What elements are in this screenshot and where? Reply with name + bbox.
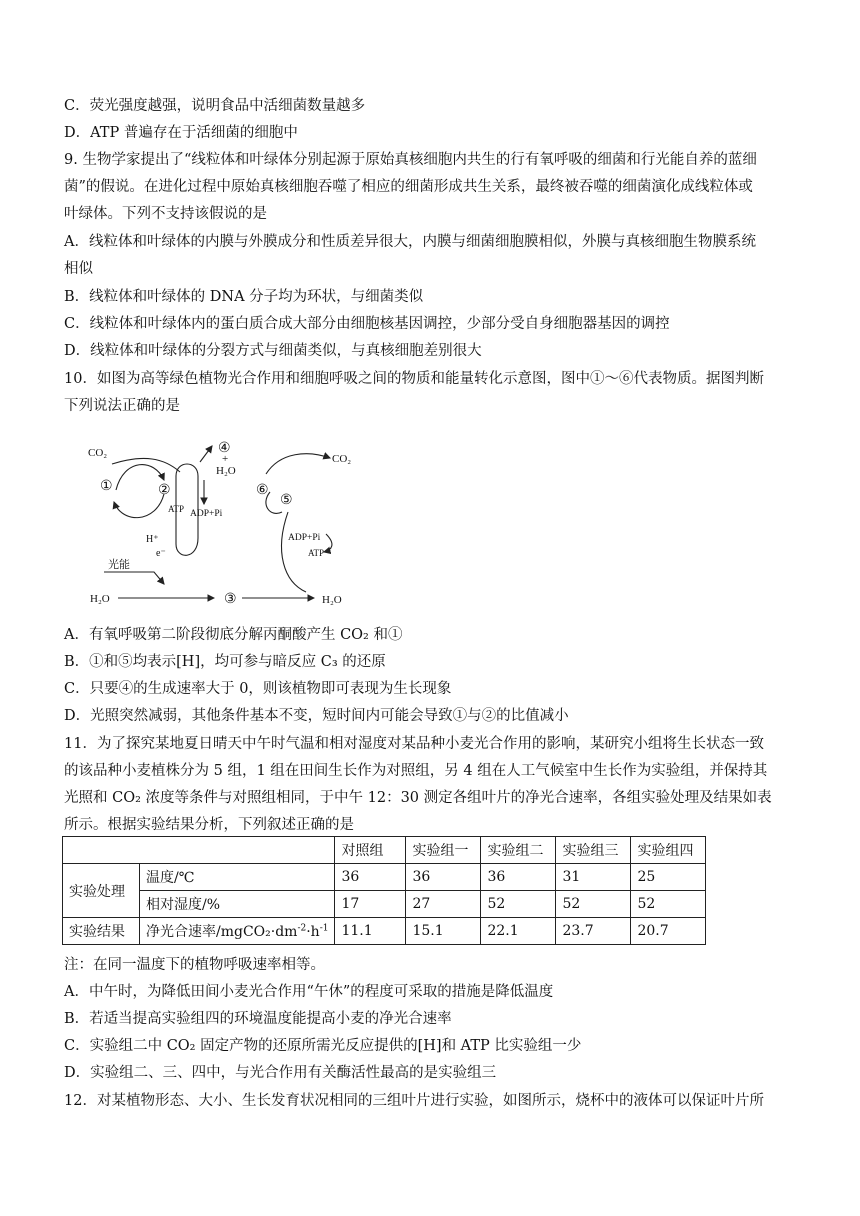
diagram-label-4: ④: [218, 441, 231, 456]
table-group-label: 实验结果: [63, 918, 140, 945]
diagram-plus: +: [222, 453, 229, 465]
q11-option-b: B．若适当提高实验组四的环境温度能提高小麦的净光合速率: [64, 1011, 452, 1027]
diagram-co2-right: CO₂: [332, 453, 352, 465]
table-header-cell: 实验组一: [406, 837, 481, 864]
diagram-adp-right: ADP+Pi: [288, 533, 321, 543]
table-header-cell: 实验组四: [631, 837, 706, 864]
table-row: [63, 891, 706, 918]
respiration-arc: [266, 454, 330, 474]
photosynthesis-respiration-diagram: [84, 432, 374, 614]
table-cell: 22.1: [481, 918, 556, 945]
q9-option-c: C．线粒体和叶绿体内的蛋白质合成大部分由细胞核基因调控，少部分受自身细胞器基因的调控: [64, 316, 670, 332]
diagram-atp-right: ATP: [308, 548, 325, 558]
q11-stem-line3: 光照和 CO₂ 浓度等条件与对照组相同，于中午 12：30 测定各组叶片的净光合速率，各组实验处理及结果如表: [64, 790, 772, 806]
diagram-h2o-top: H₂O: [216, 465, 236, 477]
table-row: [63, 864, 706, 891]
table-cell: 52: [556, 891, 631, 918]
table-cell: 25: [631, 864, 706, 891]
table-corner-cell: [63, 837, 335, 864]
q11-option-c: C．实验组二中 CO₂ 固定产物的还原所需光反应提供的[H]和 ATP 比实验组一少: [64, 1038, 582, 1054]
table-cell: 23.7: [556, 918, 631, 945]
five-to-three-arrow: [282, 512, 306, 592]
table-header-cell: 实验组三: [556, 837, 631, 864]
table-cell: 36: [481, 864, 556, 891]
atp-right-arrow: [324, 534, 332, 552]
diagram-light-energy: 光能: [108, 559, 130, 571]
q11-note: 注：在同一温度下的植物呼吸速率相等。: [64, 957, 325, 973]
q10-option-a: A．有氧呼吸第二阶段彻底分解丙酮酸产生 CO₂ 和①: [64, 627, 403, 643]
diagram-adp-left: ADP+Pi: [190, 509, 223, 519]
table-cell: 11.1: [335, 918, 406, 945]
q9-stem-line3: 叶绿体。下列不支持该假说的是: [64, 206, 267, 222]
experiment-table: [62, 836, 706, 945]
calvin-cycle-arc-top: [116, 465, 164, 490]
q9-stem-line2: 菌”的假说。在进化过程中原始真核细胞吞噬了相应的细菌形成共生关系，最终被吞噬的细菌演化成线粒体或: [64, 179, 753, 195]
q8-option-c: C．荧光强度越强，说明食品中活细菌数量越多: [64, 98, 366, 114]
q9-stem-line1: 9. 生物学家提出了“线粒体和叶绿体分别起源于原始真核细胞内共生的行有氧呼吸的细菌和行光能自养的蓝细: [64, 152, 757, 168]
calvin-cycle-arc-bottom: [114, 494, 164, 518]
table-cell: 17: [335, 891, 406, 918]
diagram-label-1: ①: [100, 479, 113, 494]
diagram-atp-left: ATP: [168, 504, 185, 514]
diagram-e-minus: e⁻: [156, 548, 166, 559]
table-cell: 27: [406, 891, 481, 918]
q11-stem-line2: 的该品种小麦植株分为 5 组，1 组在田间生长作为对照组，另 4 组在人工气候室中生长作为实验组，并保持其: [64, 763, 768, 779]
q10-option-b: B．①和⑤均表示[H]，均可参与暗反应 C₃ 的还原: [64, 654, 386, 670]
q9-option-d: D．线粒体和叶绿体的分裂方式与细菌类似，与真核细胞差别很大: [64, 343, 482, 359]
q10-option-c: C．只要④的生成速率大于 0，则该植物即可表现为生长现象: [64, 681, 452, 697]
diagram-h2o-right: H₂O: [322, 594, 342, 606]
table-row-label: 相对湿度/%: [140, 891, 335, 918]
q10-stem-line1: 10．如图为高等绿色植物光合作用和细胞呼吸之间的物质和能量转化示意图，图中①～⑥代表物质。据图判断: [64, 371, 764, 387]
o2-arrow-out: [200, 446, 212, 462]
rate-label-main: 净光合速率/mgCO₂·dm: [146, 924, 298, 940]
q9-option-b: B．线粒体和叶绿体的 DNA 分子均为环状，与细菌类似: [64, 289, 424, 305]
diagram-label-3: ③: [224, 592, 237, 607]
q12-stem-line1: 12．对某植物形态、大小、生长发育状况相同的三组叶片进行实验，如图所示，烧杯中的液体可以保证叶片所: [64, 1093, 764, 1109]
light-arrow: [104, 572, 164, 584]
q11-stem-line1: 11．为了探究某地夏日晴天中午时气温和相对湿度对某品种小麦光合作用的影响，某研究小组将生长状态一致: [64, 736, 764, 752]
diagram-h-plus: H⁺: [146, 534, 159, 545]
q11-stem-line4: 所示。根据实验结果分析，下列叙述正确的是: [64, 817, 354, 833]
table-row: [63, 918, 706, 945]
table-cell: 20.7: [631, 918, 706, 945]
q10-stem-line2: 下列说法正确的是: [64, 398, 180, 414]
table-header-cell: 对照组: [335, 837, 406, 864]
q8-option-d: D．ATP 普遍存在于活细菌的细胞中: [64, 125, 298, 141]
diagram-label-6: ⑥: [256, 483, 269, 498]
rate-label-sup2: -1: [319, 923, 329, 934]
table-cell: 36: [335, 864, 406, 891]
q10-option-d: D．光照突然减弱，其他条件基本不变，短时间内可能会导致①与②的比值减小: [64, 708, 569, 724]
table-cell: 31: [556, 864, 631, 891]
q9-option-a-line1: A．线粒体和叶绿体的内膜与外膜成分和性质差异很大，内膜与细菌细胞膜相似，外膜与真核细胞生物膜系统: [64, 234, 756, 250]
q11-option-d: D．实验组二、三、四中，与光合作用有关酶活性最高的是实验组三: [64, 1065, 497, 1081]
table-cell: 15.1: [406, 918, 481, 945]
table-cell: 36: [406, 864, 481, 891]
diagram-label-2: ②: [158, 483, 171, 498]
table-cell: 52: [481, 891, 556, 918]
q9-option-a-line2: 相似: [64, 261, 93, 277]
table-cell: 52: [631, 891, 706, 918]
diagram-label-5: ⑤: [280, 493, 293, 508]
table-header-cell: 实验组二: [481, 837, 556, 864]
table-group-label: 实验处理: [63, 864, 140, 918]
diagram-h2o-left: H₂O: [90, 593, 110, 605]
rate-label-sup1: -2: [297, 923, 307, 934]
table-row-label: [140, 918, 335, 945]
table-row-label: 温度/℃: [140, 864, 335, 891]
rate-label-mid: ·h: [306, 924, 320, 940]
table-header-row: [63, 837, 706, 864]
q11-option-a: A．中午时，为降低田间小麦光合作用“午休”的程度可采取的措施是降低温度: [64, 984, 554, 1000]
diagram-co2-left: CO₂: [88, 447, 108, 459]
